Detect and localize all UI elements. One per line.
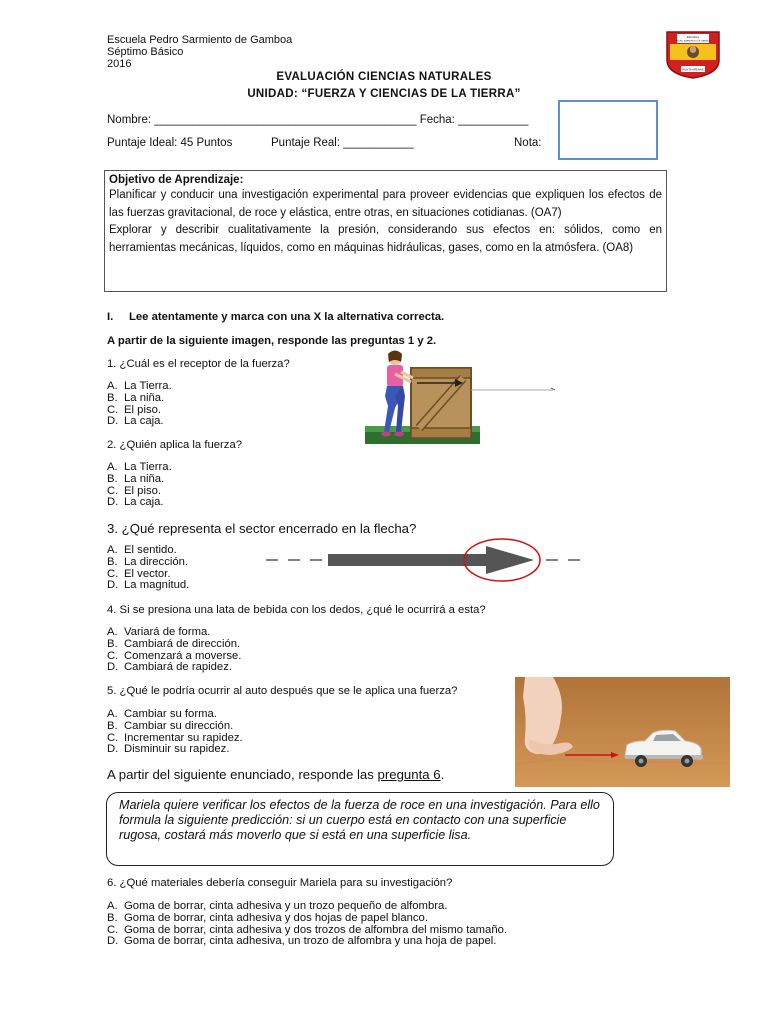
school-info xyxy=(107,34,292,70)
question-2: 2. ¿Quién aplica la fuerza? xyxy=(107,439,243,451)
question-3-options xyxy=(107,545,189,592)
year: 2016 xyxy=(107,58,132,70)
option[interactable]: A. La Tierra. xyxy=(107,461,172,473)
section-instruction: Lee atentamente y marca con una X la alternativa correcta. xyxy=(129,311,445,323)
option[interactable]: D. Cambiará de rapidez. xyxy=(107,661,233,674)
option[interactable]: A. Cambiar su forma. xyxy=(107,708,217,720)
option[interactable]: D. Disminuir su rapidez. xyxy=(107,743,230,756)
option[interactable]: A. Variará de forma. xyxy=(107,626,211,638)
option[interactable]: D. La caja. xyxy=(107,496,164,509)
objective-oa7: Planificar y conducir una investigación experimental para proveer evidencias que expliquen los efectos de las fuerzas gravitacional, de roce y elástica, entre otras, en situaciones cotidianas. (OA7) xyxy=(109,189,662,219)
option[interactable]: C. Incrementar su rapidez. xyxy=(107,731,243,744)
option[interactable]: A. La Tierra. xyxy=(107,380,172,392)
exam-title: EVALUACIÓN CIENCIAS NATURALES xyxy=(276,71,492,83)
question-4-options xyxy=(107,627,241,674)
question-2-options xyxy=(107,462,172,509)
question-1: 1. ¿Cuál es el receptor de la fuerza? xyxy=(107,358,290,370)
name-date-field[interactable]: Nombre: _________________________________________ Fecha: ___________ xyxy=(107,114,529,126)
objective-oa8: Explorar y describir cualitativamente la presión, considerando sus efectos en: sólidos, como en herramientas mecánicas, líquidos, como en máquinas hidráulicas, gases, como en la atmósfera. (OA8) xyxy=(109,224,662,254)
option[interactable]: C. El piso. xyxy=(107,403,162,416)
option[interactable]: B. Goma de borrar, cinta adhesiva y dos hojas de papel blanco. xyxy=(107,911,428,924)
statement-intro: A partir del siguiente enunciado, responde las pregunta 6. xyxy=(107,767,445,782)
option[interactable]: B. Cambiar su dirección. xyxy=(107,719,234,732)
question-3: 3. ¿Qué representa el sector encerrado en la flecha? xyxy=(107,521,417,536)
option[interactable]: B. La dirección. xyxy=(107,555,189,568)
option[interactable]: D. La magnitud. xyxy=(107,579,190,592)
option[interactable]: B. La niña. xyxy=(107,472,165,485)
learning-objective-box xyxy=(104,170,667,292)
svg-text:PEDRO SARMIENTO DE GAMBOA: PEDRO SARMIENTO DE GAMBOA xyxy=(675,40,711,43)
option[interactable]: D. Goma de borrar, cinta adhesiva, un trozo de alfombra y una hoja de papel. xyxy=(107,935,497,948)
option[interactable]: A. El sentido. xyxy=(107,544,177,556)
option[interactable]: C. El vector. xyxy=(107,567,171,580)
option[interactable]: A. Goma de borrar, cinta adhesiva y un trozo pequeño de alfombra. xyxy=(107,900,448,912)
hand-pushing-car-photo xyxy=(515,677,730,787)
question-1-options xyxy=(107,381,172,428)
crest-text: ESCUELA xyxy=(686,36,700,39)
option[interactable]: B. La niña. xyxy=(107,391,165,404)
grade-box[interactable] xyxy=(558,100,658,160)
question-4: 4. Si se presiona una lata de bebida con los dedos, ¿qué le ocurrirá a esta? xyxy=(107,604,486,616)
question-6-reference: pregunta 6 xyxy=(377,767,441,782)
option[interactable]: C. Comenzará a moverse. xyxy=(107,649,242,662)
question-5: 5. ¿Qué le podría ocurrir al auto después que se le aplica una fuerza? xyxy=(107,685,458,697)
option[interactable]: D. La caja. xyxy=(107,415,164,428)
ideal-score: Puntaje Ideal: 45 Puntos xyxy=(107,137,233,149)
school-name: Escuela Pedro Sarmiento de Gamboa xyxy=(107,34,293,46)
vector-arrow-illustration xyxy=(262,538,592,584)
girl-pushing-box-illustration xyxy=(365,348,560,446)
prediction-statement-box: Mariela quiere verificar los efectos de la fuerza de roce en una investigación. Para ello formula la siguiente predicción: si un cuerpo está en contacto con una superficie rugosa, costará más moverlo que si está en una superficie lisa. xyxy=(106,792,614,866)
crest-bottom-text: PUNTA ARENAS xyxy=(682,67,704,72)
real-score-field[interactable]: Puntaje Real: ___________ xyxy=(271,137,414,149)
question-5-options xyxy=(107,709,243,756)
option[interactable]: C. El piso. xyxy=(107,484,162,497)
question-6-options xyxy=(107,901,507,948)
arrow-head-icon xyxy=(486,546,534,574)
grade: Séptimo Básico xyxy=(107,46,184,58)
exam-unit: UNIDAD: “FUERZA Y CIENCIAS DE LA TIERRA” xyxy=(247,88,521,100)
image-intro: A partir de la siguiente imagen, responde las preguntas 1 y 2. xyxy=(107,335,437,347)
question-6: 6. ¿Qué materiales debería conseguir Mariela para su investigación? xyxy=(107,877,453,889)
section-roman: I. xyxy=(107,311,114,323)
objective-heading: Objetivo de Aprendizaje: xyxy=(109,174,244,186)
grade-label: Nota: xyxy=(514,137,542,149)
option[interactable]: C. Goma de borrar, cinta adhesiva y dos trozos de alfombra del mismo tamaño. xyxy=(107,923,508,936)
option[interactable]: B. Cambiará de dirección. xyxy=(107,637,241,650)
